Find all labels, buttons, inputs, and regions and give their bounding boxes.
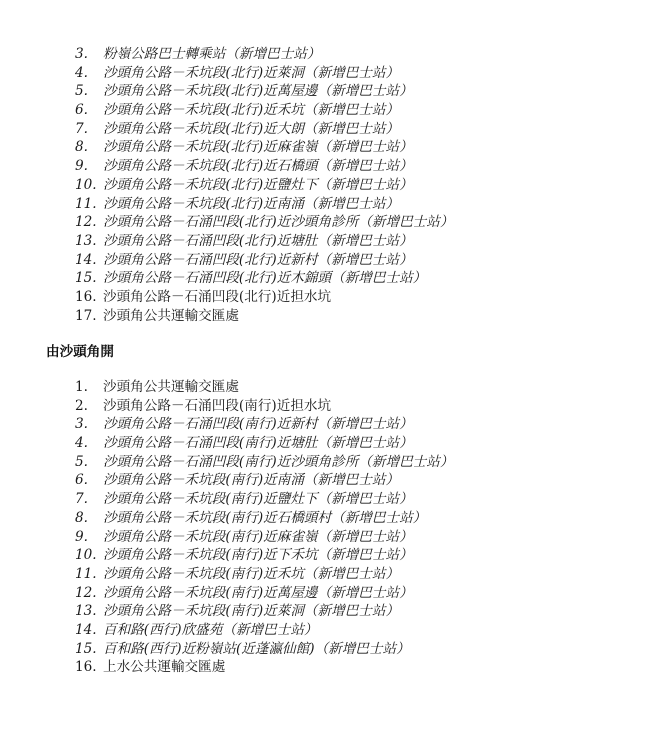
stop-name: 沙頭角公路－石涌凹段(南行)近沙頭角診所（新增巴士站） bbox=[103, 453, 454, 470]
stop-name: 沙頭角公路－石涌凹段(北行)近塘肚（新增巴士站） bbox=[103, 232, 413, 249]
stop-name: 沙頭角公路－石涌凹段(北行)近担水坑 bbox=[103, 288, 332, 305]
stop-number: 12. bbox=[75, 584, 97, 601]
stop-number: 17. bbox=[75, 307, 97, 324]
stop-name: 沙頭角公路－禾坑段(北行)近石橋頭（新增巴士站） bbox=[103, 158, 413, 175]
stop-name: 上水公共運輸交匯處 bbox=[103, 659, 226, 676]
stop-number: 16. bbox=[75, 288, 97, 305]
stop-name: 沙頭角公路－禾坑段(南行)近下禾坑（新增巴士站） bbox=[103, 547, 413, 564]
stop-name: 沙頭角公路－石涌凹段(南行)近新村（新增巴士站） bbox=[103, 416, 413, 433]
stop-name: 沙頭角公路－禾坑段(南行)近麻雀嶺（新增巴士站） bbox=[103, 528, 413, 545]
stop-number: 4. bbox=[75, 435, 88, 452]
stop-number: 8. bbox=[75, 139, 88, 156]
stop-name: 百和路(西行)欣盛苑（新增巴士站） bbox=[103, 621, 318, 638]
stop-number: 14. bbox=[75, 251, 97, 268]
stop-number: 9. bbox=[75, 158, 88, 175]
stop-number: 11. bbox=[75, 565, 97, 582]
stop-number: 6. bbox=[75, 102, 88, 119]
stop-number: 14. bbox=[75, 621, 97, 638]
stop-name: 沙頭角公路－石涌凹段(南行)近塘肚（新增巴士站） bbox=[103, 435, 413, 452]
stop-number: 13. bbox=[75, 603, 97, 620]
stop-name: 沙頭角公路－禾坑段(南行)近南涌（新增巴士站） bbox=[103, 472, 400, 489]
stop-number: 6. bbox=[75, 472, 88, 489]
stop-name: 沙頭角公共運輸交匯處 bbox=[103, 379, 239, 395]
stop-number: 7. bbox=[75, 120, 88, 137]
stop-name: 沙頭角公路－石涌凹段(北行)近沙頭角診所（新增巴士站） bbox=[103, 214, 454, 231]
stop-name: 沙頭角公路－禾坑段(北行)近萬屋邊（新增巴士站） bbox=[103, 83, 413, 100]
stop-number: 16. bbox=[75, 659, 97, 676]
stop-number: 7. bbox=[75, 491, 88, 508]
stop-number: 9. bbox=[75, 528, 88, 545]
stop-number: 3. bbox=[75, 46, 88, 62]
stop-number: 2. bbox=[75, 397, 88, 414]
stop-name: 沙頭角公路－禾坑段(北行)近麻雀嶺（新增巴士站） bbox=[103, 139, 413, 156]
stop-name: 粉嶺公路巴士轉乘站（新增巴士站） bbox=[103, 46, 321, 62]
stop-name: 沙頭角公路－禾坑段(北行)近大朗（新增巴士站） bbox=[103, 120, 400, 137]
stop-name: 沙頭角公路－禾坑段(北行)近鹽灶下（新增巴士站） bbox=[103, 176, 413, 193]
stop-name: 沙頭角公路－禾坑段(北行)近禾坑（新增巴士站） bbox=[103, 102, 400, 119]
stop-name: 沙頭角公路－禾坑段(南行)近禾坑（新增巴士站） bbox=[103, 565, 400, 582]
section-heading: 由沙頭角開 bbox=[46, 344, 114, 360]
stop-number: 10. bbox=[75, 176, 97, 193]
stop-number: 5. bbox=[75, 83, 88, 100]
stop-name: 沙頭角公路－石涌凹段(南行)近担水坑 bbox=[103, 397, 332, 414]
stop-number: 10. bbox=[75, 547, 97, 564]
stop-name: 沙頭角公路－禾坑段(南行)近萬屋邊（新增巴士站） bbox=[103, 584, 413, 601]
stop-number: 15. bbox=[75, 270, 97, 287]
stop-number: 5. bbox=[75, 453, 88, 470]
stop-name: 沙頭角公路－石涌凹段(北行)近木錦頭（新增巴士站） bbox=[103, 270, 427, 287]
stop-name: 沙頭角公路－石涌凹段(北行)近新村（新增巴士站） bbox=[103, 251, 413, 268]
stop-name: 沙頭角公路－禾坑段(南行)近鹽灶下（新增巴士站） bbox=[103, 491, 413, 508]
stop-number: 15. bbox=[75, 640, 97, 657]
stop-name: 沙頭角公路－禾坑段(北行)近萊洞（新增巴士站） bbox=[103, 64, 400, 81]
stop-number: 8. bbox=[75, 509, 88, 526]
stop-name: 沙頭角公路－禾坑段(南行)近石橋頭村（新增巴士站） bbox=[103, 509, 427, 526]
stop-number: 3. bbox=[75, 416, 88, 433]
stop-number: 1. bbox=[75, 379, 88, 395]
stop-name: 百和路(西行)近粉嶺站(近蓬瀛仙館)（新增巴士站） bbox=[103, 640, 410, 657]
stop-number: 4. bbox=[75, 64, 88, 81]
stop-name: 沙頭角公路－禾坑段(北行)近南涌（新增巴士站） bbox=[103, 195, 400, 212]
stop-name: 沙頭角公共運輸交匯處 bbox=[103, 307, 239, 324]
stop-name: 沙頭角公路－禾坑段(南行)近萊洞（新增巴士站） bbox=[103, 603, 400, 620]
stop-number: 13. bbox=[75, 232, 97, 249]
stop-number: 11. bbox=[75, 195, 97, 212]
stop-number: 12. bbox=[75, 214, 97, 231]
